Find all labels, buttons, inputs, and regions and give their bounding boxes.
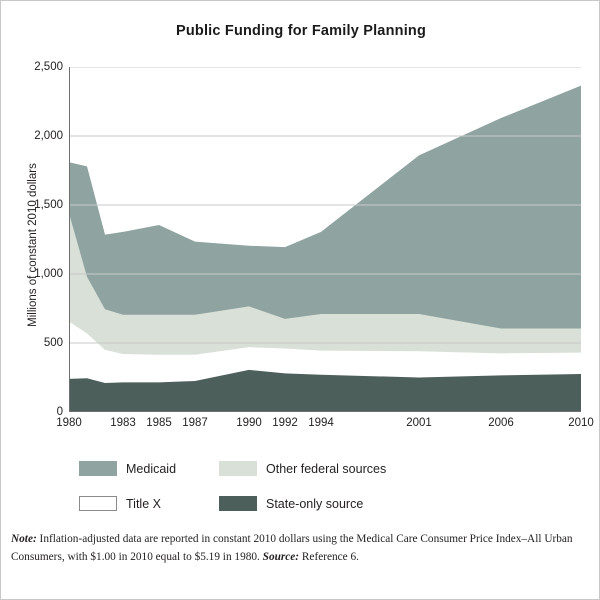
x-tick-label: 1990 [236,417,262,429]
y-tick-label: 1,500 [34,199,63,211]
x-tick-label: 1994 [308,417,334,429]
chart-title: Public Funding for Family Planning [175,23,427,39]
legend-label: Other federal sources [266,461,387,476]
x-tick-label: 1985 [146,417,172,429]
legend-swatch [79,496,117,511]
x-tick-label: 2001 [406,417,432,429]
y-tick-label: 1,000 [34,268,63,280]
y-tick-label: 500 [43,337,63,349]
y-tick-label: 2,500 [34,61,63,73]
legend-item-medicaid[interactable] [79,461,176,476]
chart-footnote [11,531,591,566]
plot-area [69,67,581,412]
legend-label: Medicaid [126,461,177,476]
footnote-note-text: Inflation-adjusted data are reported in constant 2010 dollars using the Medical Care Consumer Price Index–All Urban Consumers, with $1.00 in 2010 equal to $5.19 in 1980. [11,533,573,563]
x-tick-label: 1983 [110,417,136,429]
plot-axes-frame [69,67,581,412]
x-tick-label: 1980 [56,417,82,429]
footnote-note-label: Note: [11,533,37,545]
y-axis-title: Millions of constant 2010 dollars [27,163,39,327]
y-axis-tick-labels [1,61,63,418]
chart-legend [79,461,519,521]
x-tick-label: 2006 [488,417,514,429]
x-tick-label: 1992 [272,417,298,429]
footnote-source-label: Source: [262,550,300,563]
y-tick-label: 2,000 [34,130,63,142]
x-tick-label: 2010 [568,417,594,429]
x-axis-tick-labels [56,417,594,437]
legend-item-state-only-source[interactable] [219,496,363,511]
legend-swatch [219,461,257,476]
x-tick-label: 1987 [182,417,208,429]
legend-item-other-federal-sources[interactable] [219,461,386,476]
legend-item-title-x[interactable] [79,496,161,511]
footnote-source-text: Reference 6. [299,550,359,563]
y-tick-label: 0 [56,406,63,418]
legend-swatch [219,496,257,511]
legend-label: Title X [126,496,161,511]
legend-swatch [79,461,117,476]
footnote-divider [9,524,593,525]
legend-label: State-only source [266,496,364,511]
